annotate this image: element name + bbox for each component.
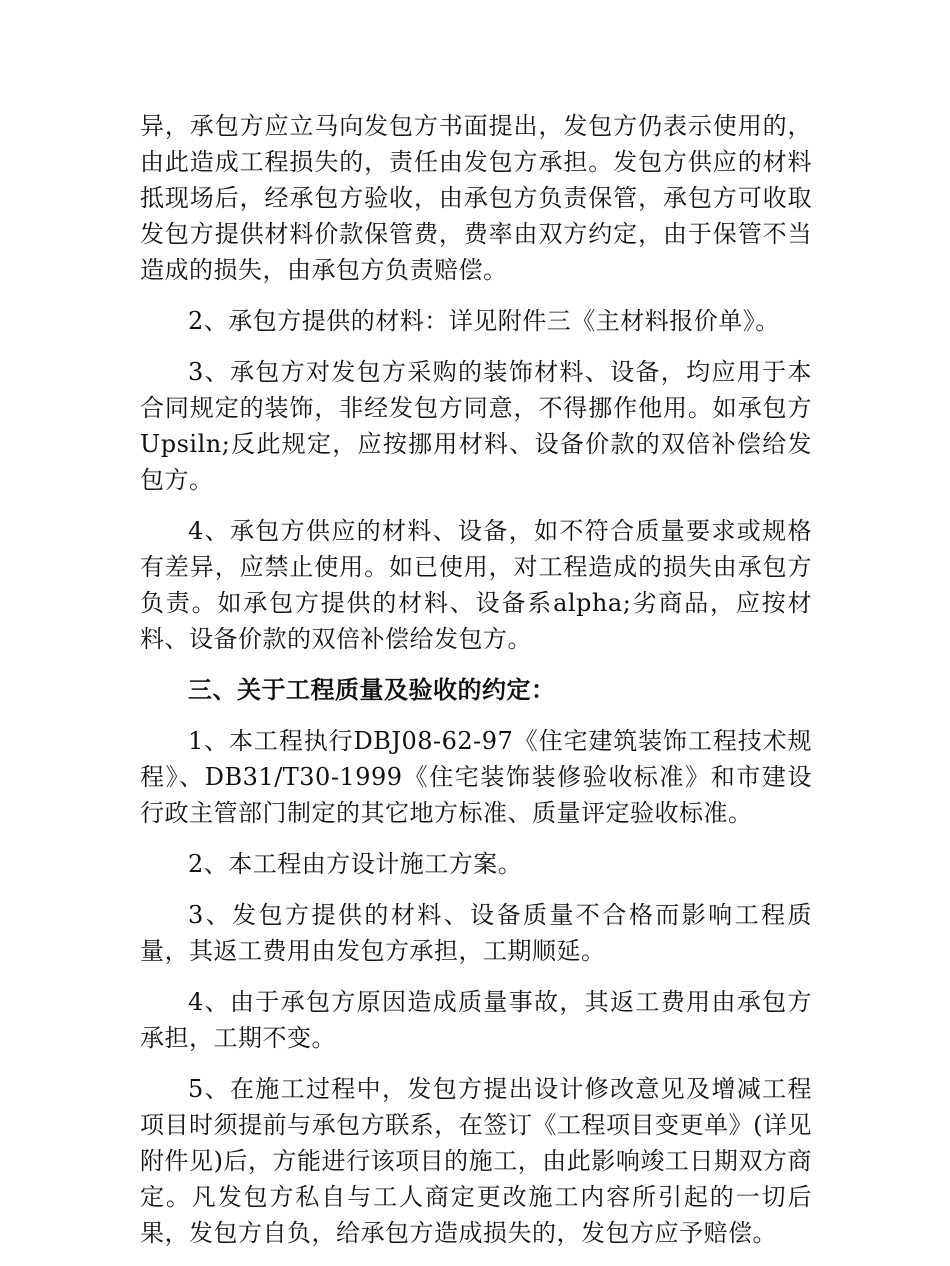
paragraph-clause-4-materials: 4、承包方供应的材料、设备，如不符合质量要求或规格有差异，应禁止使用。如已使用，对工程造成的损失由承包方负责。如承包方提供的材料、设备系alpha;劣商品，应按材料、设备价款的双倍补偿给发包方。	[140, 517, 812, 653]
paragraph-quality-clause-3: 3、发包方提供的材料、设备质量不合格而影响工程质量，其返工费用由发包方承担，工期顺延。	[140, 901, 812, 965]
paragraph-quality-clause-5: 5、在施工过程中，发包方提出设计修改意见及增减工程项目时须提前与承包方联系，在签订《工程项目变更单》(详见附件见)后，方能进行该项目的施工，由此影响竣工日期双方商定。凡发包方私自与工人商定更改施工内容所引起的一切后果，发包方自负，给承包方造成损失的，发包方应予赔偿。	[140, 1075, 812, 1247]
paragraph-clause-3-materials: 3、承包方对发包方采购的装饰材料、设备，均应用于本合同规定的装饰，非经发包方同意，不得挪作他用。如承包方Upsiln;反此规定，应按挪用材料、设备价款的双倍补偿给发包方。	[140, 358, 812, 494]
paragraph-clause-2-materials: 2、承包方提供的材料：详见附件三《主材料报价单》。	[188, 307, 780, 335]
section-heading-quality: 三、关于工程质量及验收的约定：	[188, 675, 556, 704]
paragraph-continuation: 异，承包方应立马向发包方书面提出，发包方仍表示使用的，由此造成工程损失的，责任由发包方承担。发包方供应的材料抵现场后，经承包方验收，由承包方负责保管，承包方可收取发包方提供材料价款保管费，费率由双方约定，由于保管不当造成的损失，由承包方负责赔偿。	[140, 112, 812, 284]
document-page	[140, 108, 812, 1266]
paragraph-quality-clause-4: 4、由于承包方原因造成质量事故，其返工费用由承包方承担，工期不变。	[140, 988, 812, 1052]
paragraph-quality-clause-2: 2、本工程由方设计施工方案。	[188, 850, 523, 878]
paragraph-quality-clause-1: 1、本工程执行DBJ08-62-97《住宅建筑装饰工程技术规程》、DB31/T30-1999《住宅装饰装修验收标准》和市建设行政主管部门制定的其它地方标准、质量评定验收标准。	[140, 727, 812, 827]
